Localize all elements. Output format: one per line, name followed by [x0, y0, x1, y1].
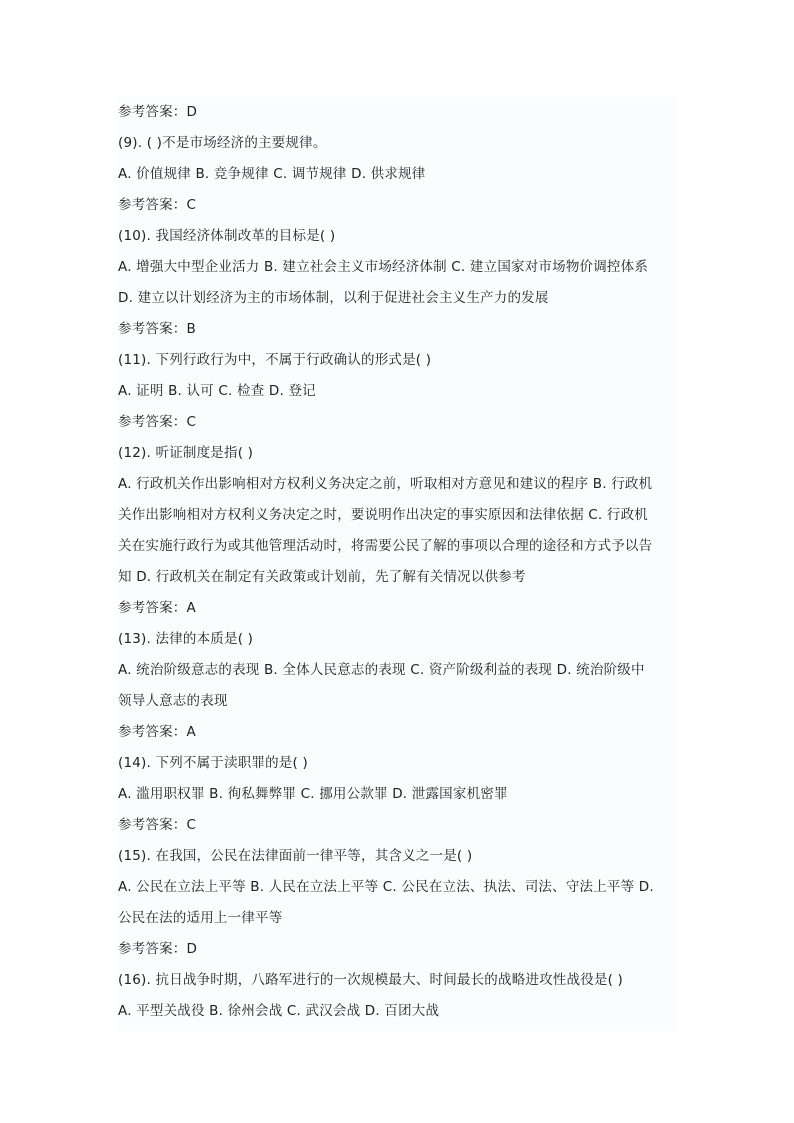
answer-line: 参考答案：A: [118, 600, 196, 616]
question-12: (12). 听证制度是指( ): [118, 445, 254, 461]
options-line: A. 平型关战役 B. 徐州会战 C. 武汉会战 D. 百团大战: [118, 1003, 440, 1019]
answer-line: 参考答案：C: [118, 414, 197, 430]
options-line: A. 行政机关作出影响相对方权利义务决定之前，听取相对方意见和建议的程序 B. 行政机: [118, 476, 653, 492]
question-15: (15). 在我国，公民在法律面前一律平等，其含义之一是( ): [118, 848, 473, 864]
document-body: [118, 97, 675, 1031]
answer-line: 参考答案：C: [118, 197, 197, 213]
options-line: A. 价值规律 B. 竞争规律 C. 调节规律 D. 供求规律: [118, 166, 426, 182]
answer-line: 参考答案：D: [118, 104, 198, 120]
options-line: A. 统治阶级意志的表现 B. 全体人民意志的表现 C. 资产阶级利益的表现 D. 统治阶级中: [118, 662, 645, 678]
options-line: 关在实施行政行为或其他管理活动时，将需要公民了解的事项以合理的途径和方式予以告: [118, 538, 653, 554]
question-14: (14). 下列不属于渎职罪的是( ): [118, 755, 308, 771]
answer-line: 参考答案：B: [118, 321, 196, 337]
question-16: (16). 抗日战争时期，八路军进行的一次规模最大、时间最长的战略进攻性战役是( ): [118, 972, 624, 988]
options-line: 领导人意志的表现: [118, 693, 228, 709]
answer-line: 参考答案：A: [118, 724, 196, 740]
question-13: (13). 法律的本质是( ): [118, 631, 254, 647]
options-line: A. 滥用职权罪 B. 徇私舞弊罪 C. 挪用公款罪 D. 泄露国家机密罪: [118, 786, 508, 802]
options-line: A. 证明 B. 认可 C. 检查 D. 登记: [118, 383, 316, 399]
question-9: (9). ( )不是市场经济的主要规律。: [118, 135, 327, 151]
options-line: 公民在法的适用上一律平等: [118, 910, 283, 926]
options-line: 知 D. 行政机关在制定有关政策或计划前，先了解有关情况以供参考: [118, 569, 526, 585]
answer-line: 参考答案：D: [118, 941, 198, 957]
options-line: A. 增强大中型企业活力 B. 建立社会主义市场经济体制 C. 建立国家对市场物价调控体系: [118, 259, 649, 275]
answer-line: 参考答案：C: [118, 817, 197, 833]
options-line: D. 建立以计划经济为主的市场体制，以利于促进社会主义生产力的发展: [118, 290, 549, 306]
options-line: 关作出影响相对方权利义务决定之时，要说明作出决定的事实原因和法律依据 C. 行政机: [118, 507, 648, 523]
question-10: (10). 我国经济体制改革的目标是( ): [118, 228, 336, 244]
options-line: A. 公民在立法上平等 B. 人民在立法上平等 C. 公民在立法、执法、司法、守法上平等 D.: [118, 879, 654, 895]
question-11: (11). 下列行政行为中，不属于行政确认的形式是( ): [118, 352, 432, 368]
